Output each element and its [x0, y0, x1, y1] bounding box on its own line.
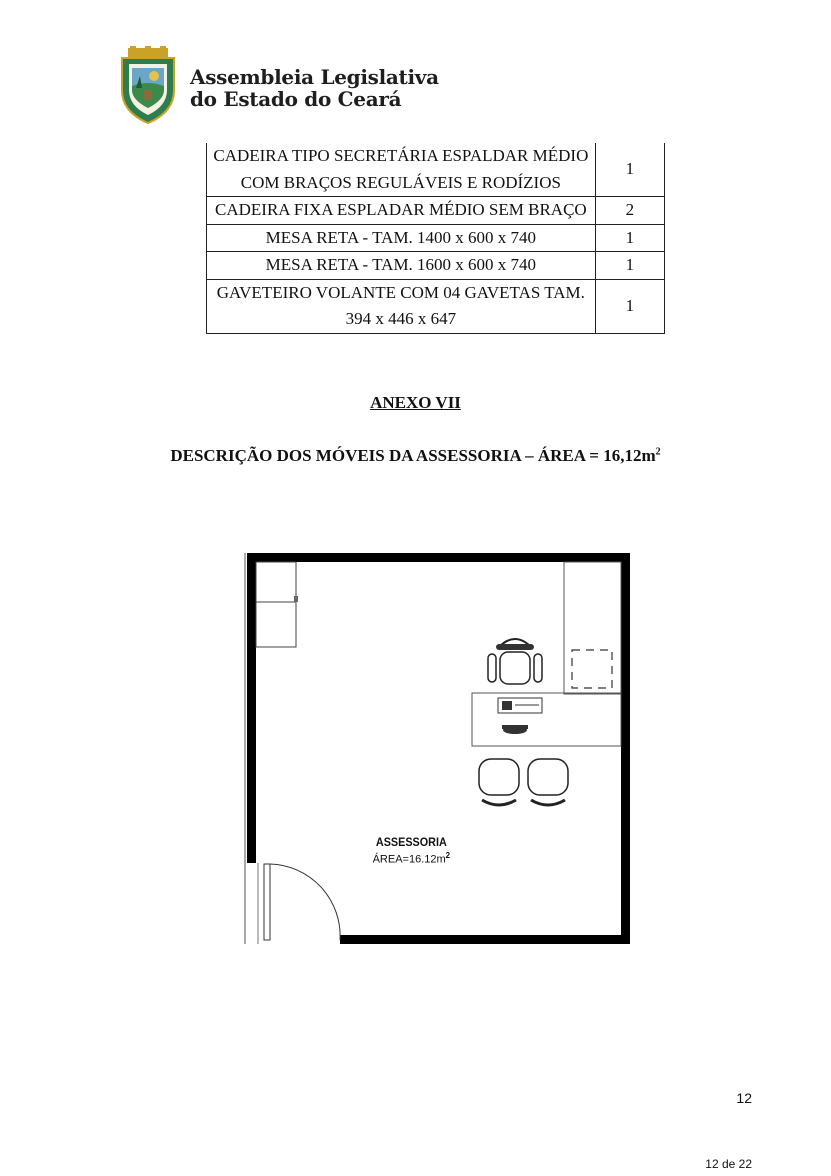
item-quantity: 1: [595, 252, 664, 280]
assembly-seal-logo: [120, 46, 176, 124]
annex-title: ANEXO VII: [370, 393, 461, 412]
desk: [472, 693, 621, 746]
item-description: CADEIRA FIXA ESPLADAR MÉDIO SEM BRAÇO: [207, 197, 596, 225]
furniture-table: [206, 143, 665, 334]
door: [264, 864, 340, 940]
item-quantity: 1: [595, 224, 664, 252]
item-description: MESA RETA - TAM. 1600 x 600 x 740: [207, 252, 596, 280]
wall-bottom: [340, 935, 630, 944]
page-count: 12 de 22: [705, 1157, 752, 1171]
office-chair: [488, 639, 542, 684]
table-row: [207, 252, 665, 280]
item-description: CADEIRA TIPO SECRETÁRIA ESPALDAR MÉDIO COM BRAÇOS REGULÁVEIS E RODÍZIOS: [207, 143, 596, 197]
item-quantity: 1: [595, 279, 664, 333]
room-area-text: ÁREA=16.12m: [372, 853, 446, 866]
wall-left: [247, 553, 256, 863]
organization-name: [190, 66, 439, 110]
room-area: [372, 851, 451, 866]
annex-description: [0, 446, 831, 466]
annex-description-sup: 2: [655, 446, 661, 458]
room-name: ASSESSORIA: [375, 835, 447, 849]
item-quantity: 1: [595, 143, 664, 197]
org-name-line2: do Estado do Ceará: [190, 87, 402, 111]
table-row: [207, 197, 665, 225]
wall-top: [247, 553, 628, 562]
wall-right: [621, 553, 630, 943]
item-quantity: 2: [595, 197, 664, 225]
room-area-sup: 2: [445, 851, 451, 860]
table-row: [207, 143, 665, 197]
visitor-chair-right: [528, 759, 568, 805]
floor-plan: [240, 548, 635, 948]
page-number: 12: [736, 1090, 752, 1106]
org-name-line1: Assembleia Legislativa: [190, 65, 439, 89]
table-row: [207, 279, 665, 333]
annex-description-text: DESCRIÇÃO DOS MÓVEIS DA ASSESSORIA – ÁREA = 16,12m: [170, 446, 656, 465]
table-row: [207, 224, 665, 252]
side-cabinet: [564, 562, 621, 694]
wall-cabinet: [256, 562, 298, 647]
item-description: GAVETEIRO VOLANTE COM 04 GAVETAS TAM. 394 x 446 x 647: [207, 279, 596, 333]
item-description: MESA RETA - TAM. 1400 x 600 x 740: [207, 224, 596, 252]
room-label: [372, 835, 451, 866]
visitor-chair-left: [479, 759, 519, 805]
